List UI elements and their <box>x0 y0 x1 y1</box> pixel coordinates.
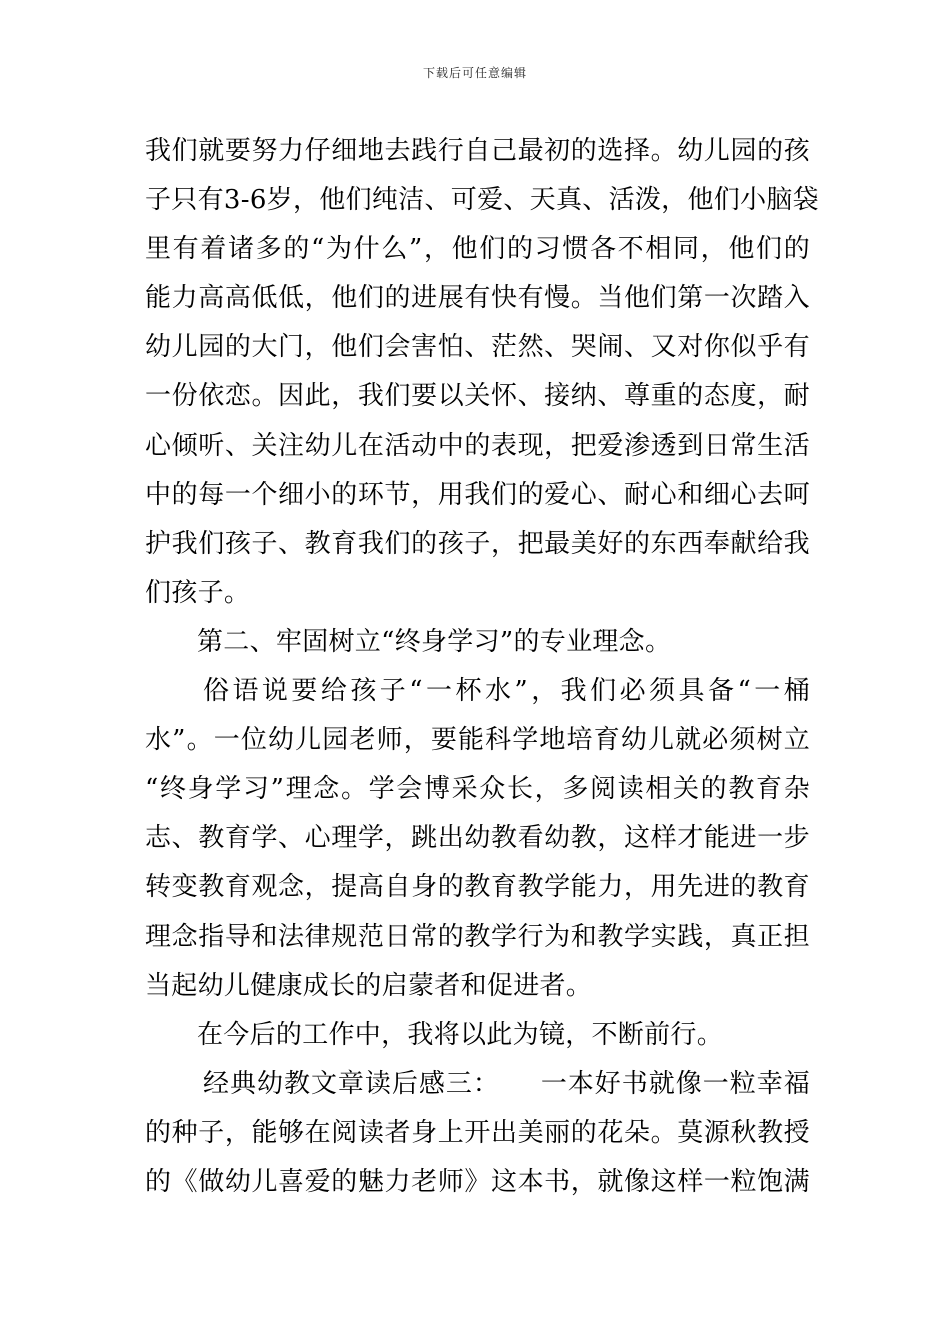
text-line: 心倾听、关注幼儿在活动中的表现，把爱渗透到日常生活 <box>145 430 810 461</box>
section-heading: 第二、牢固树立“终身学习”的专业理念。 <box>197 626 672 657</box>
text-line: 在今后的工作中，我将以此为镜，不断前行。 <box>197 1019 724 1050</box>
text-line: 里有着诸多的“为什么”，他们的习惯各不相同，他们的 <box>145 234 810 265</box>
page-header: 下载后可任意编辑 <box>422 66 527 80</box>
text-line: 幼儿园的大门，他们会害怕、茫然、哭闹、又对你似乎有 <box>145 332 810 363</box>
text-line: 一份依恋。因此，我们要以关怀、接纳、尊重的态度，耐 <box>145 381 810 412</box>
text-line: 们孩子。 <box>145 577 251 608</box>
text-line: 当起幼儿健康成长的启蒙者和促进者。 <box>145 970 593 1001</box>
text-line: 志、教育学、心理学，跳出幼教看幼教，这样才能进一步 <box>145 823 810 854</box>
text-line: 俗语说要给孩子“一杯水”，我们必须具备“一桶 <box>203 676 810 707</box>
text-line: 转变教育观念，提高自身的教育教学能力，用先进的教育 <box>145 872 810 903</box>
text-line: 水”。一位幼儿园老师，要能科学地培育幼儿就必须树立 <box>145 725 810 756</box>
document-body <box>145 127 819 1207</box>
text-line: 的《做幼儿喜爱的魅力老师》这本书，就像这样一粒饱满 <box>145 1166 810 1197</box>
text-line: 护我们孩子、教育我们的孩子，把最美好的东西奉献给我 <box>145 528 810 559</box>
text-line: “终身学习”理念。学会博采众长，多阅读相关的教育杂 <box>145 774 810 805</box>
text-line: 中的每一个细小的环节，用我们的爱心、耐心和细心去呵 <box>145 479 810 510</box>
text-line: 能力高高低低，他们的进展有快有慢。当他们第一次踏入 <box>145 283 810 314</box>
text-line: 的种子，能够在阅读者身上开出美丽的花朵。莫源秋教授 <box>145 1117 810 1148</box>
text-line: 子只有3-6岁，他们纯洁、可爱、天真、活泼，他们小脑袋 <box>145 185 819 216</box>
text-line: 我们就要努力仔细地去践行自己最初的选择。幼儿园的孩 <box>145 136 810 166</box>
text-line: 经典幼教文章读后感三： 一本好书就像一粒幸福 <box>203 1068 810 1099</box>
text-line: 理念指导和法律规范日常的教学行为和教学实践，真正担 <box>145 921 810 952</box>
